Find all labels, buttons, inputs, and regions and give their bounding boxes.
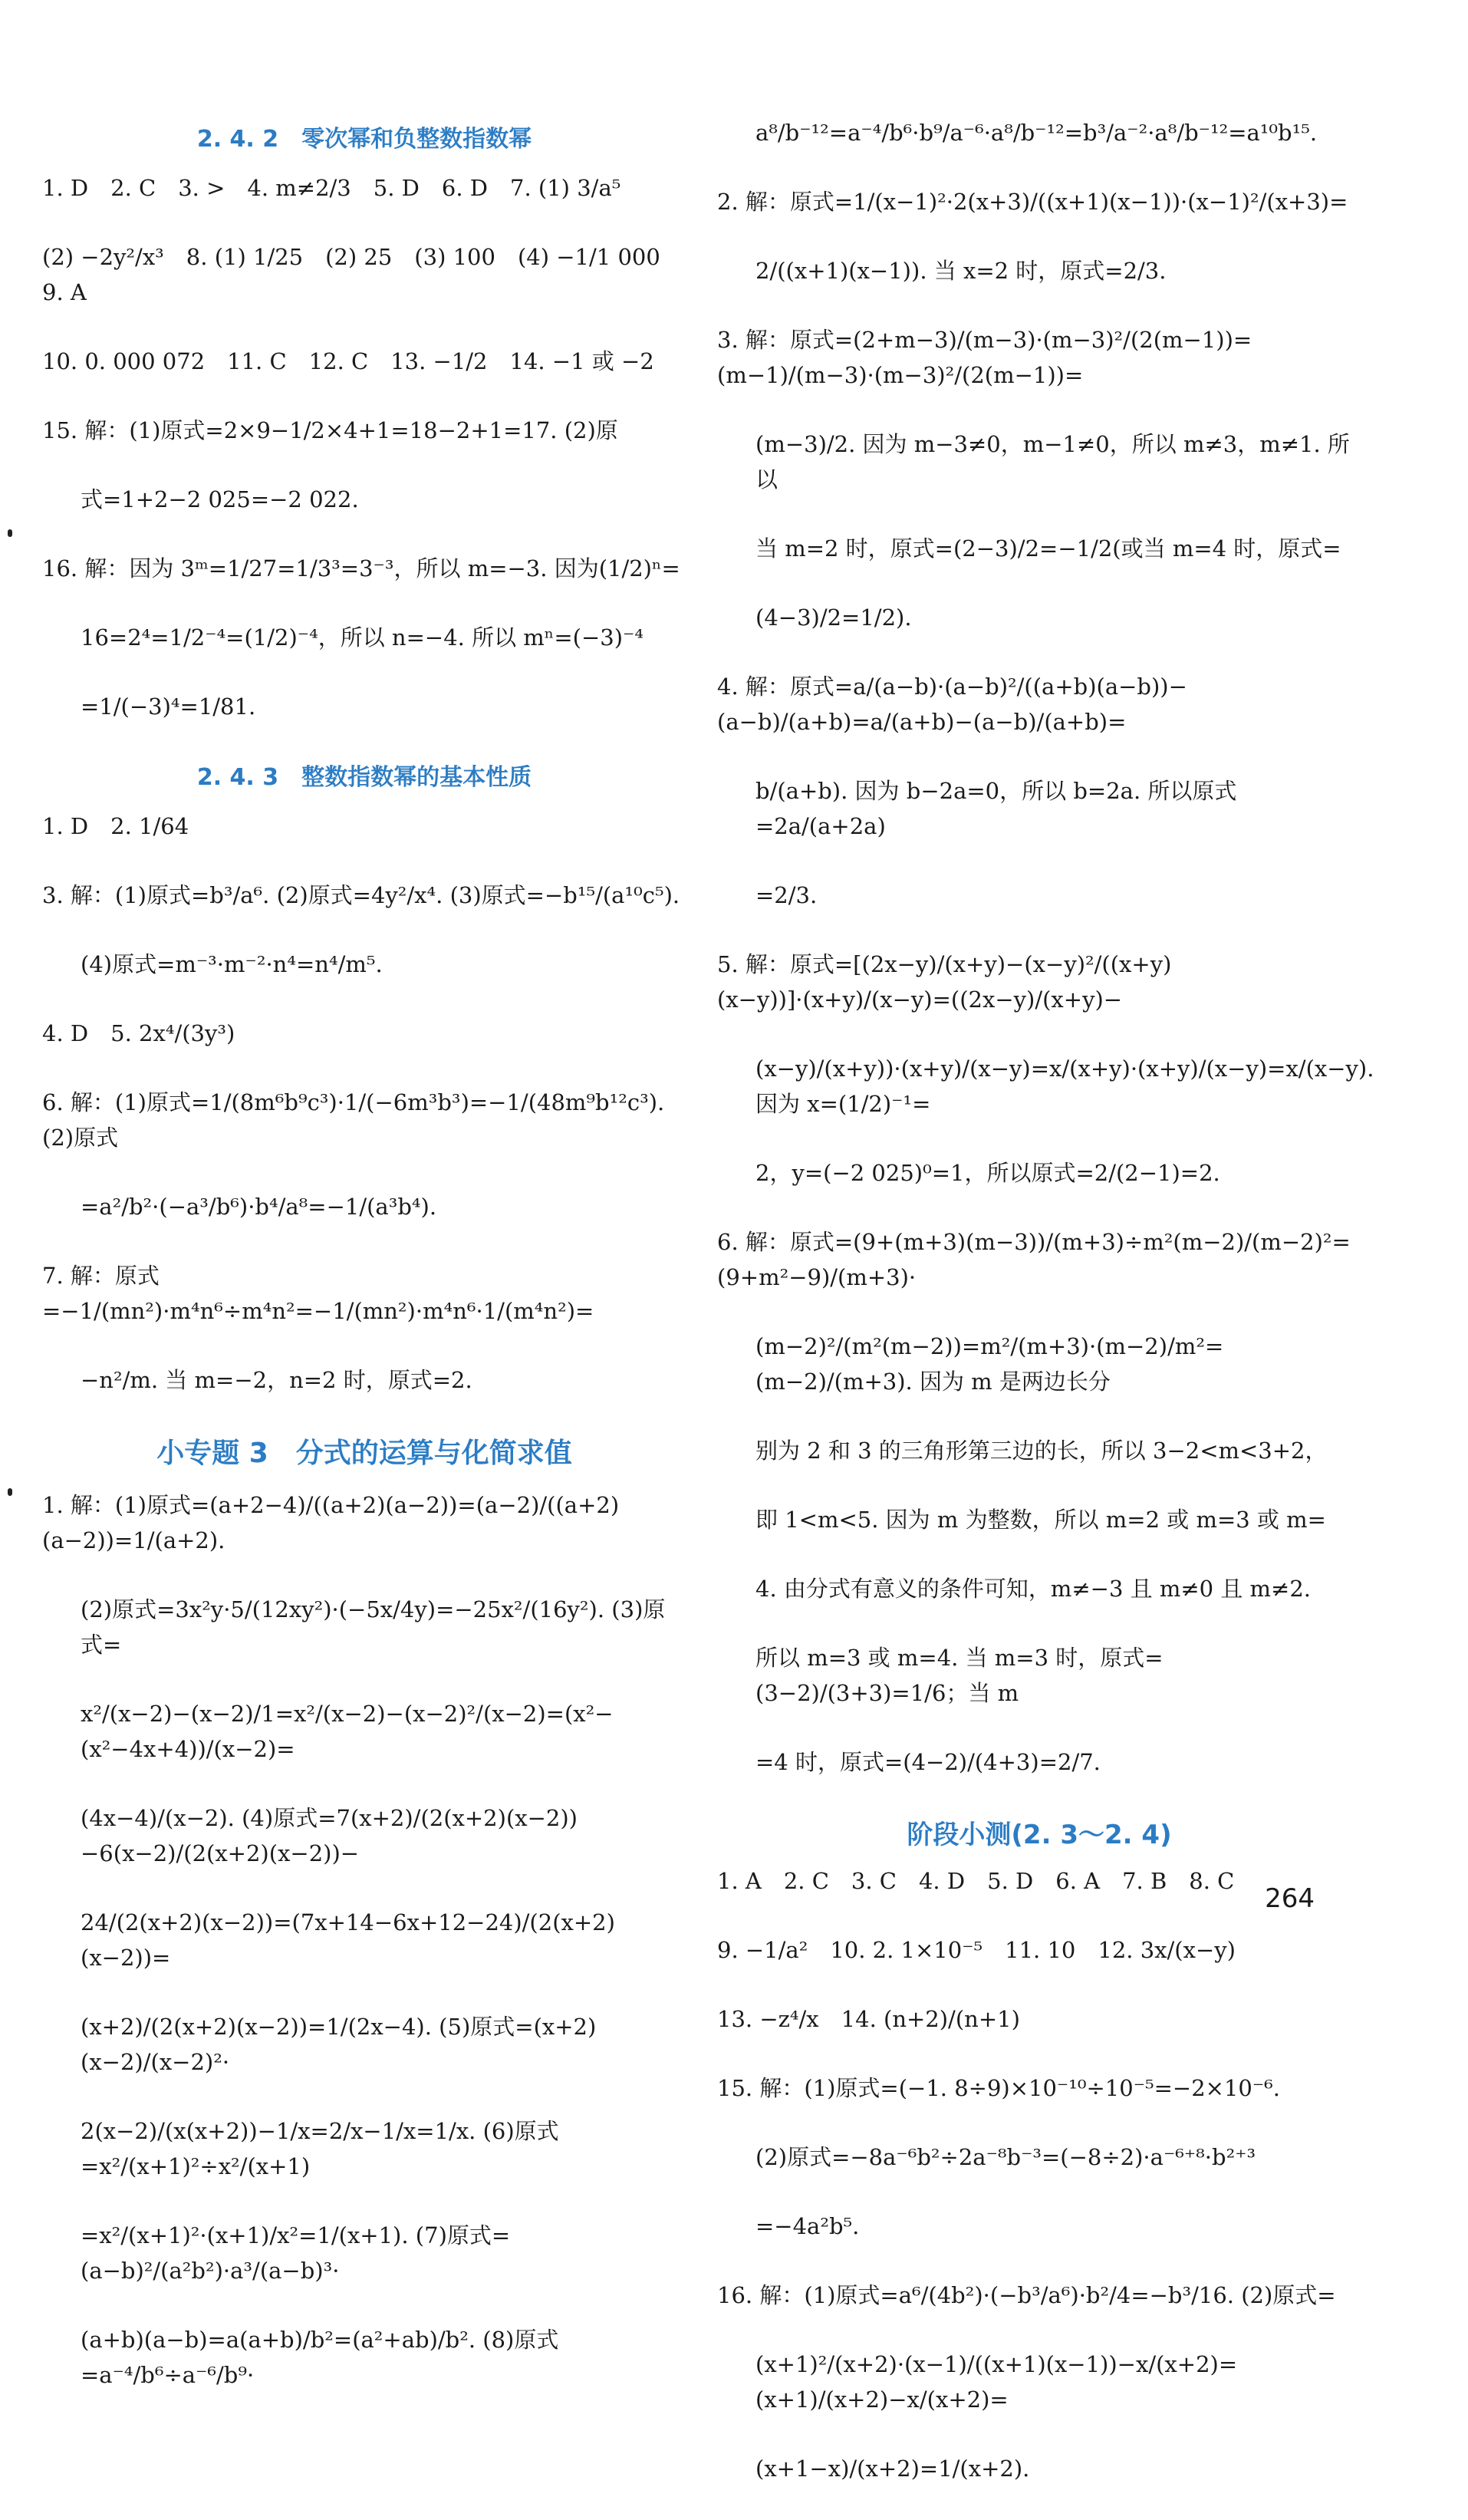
answer-line: =x²/(x+1)²·(x+1)/x²=1/(x+1). (7)原式=(a−b)²/(a²b²)·a³/(a−b)³· bbox=[81, 2222, 511, 2284]
section-title: 2. 4. 2 零次幂和负整数指数幂 bbox=[196, 126, 532, 153]
answer-line: −n²/m. 当 m=−2，n=2 时，原式=2. bbox=[81, 1367, 472, 1393]
answer-line: 4. 由分式有意义的条件可知，m≠−3 且 m≠0 且 m≠2. bbox=[755, 1576, 1312, 1602]
answer-line: 4. D 5. 2x⁴/(3y³) bbox=[42, 1020, 235, 1046]
answer-line: 7. 解：原式=−1/(mn²)·m⁴n⁶÷m⁴n²=−1/(mn²)·m⁴n⁶·1/(m⁴n²)= bbox=[42, 1263, 594, 1324]
section-title: 2. 4. 3 整数指数幂的基本性质 bbox=[196, 764, 532, 791]
answer-line: 1. D 2. C 3. > 4. m≠2/3 5. D 6. D 7. (1) 3/a⁵ bbox=[42, 175, 621, 201]
answer-line: (m−3)/2. 因为 m−3≠0，m−1≠0，所以 m≠3，m≠1. 所以 bbox=[755, 431, 1350, 492]
answer-line: (a+b)(a−b)=a(a+b)/b²=(a²+ab)/b². (8)原式=a⁻⁴/b⁶÷a⁻⁶/b⁹· bbox=[81, 2327, 559, 2388]
answer-line: (4x−4)/(x−2). (4)原式=7(x+2)/(2(x+2)(x−2))−6(x−2)/(2(x+2)(x−2))− bbox=[81, 1805, 578, 1866]
answer-line: (4)原式=m⁻³·m⁻²·n⁴=n⁴/m⁵. bbox=[81, 951, 383, 977]
answer-line: 别为 2 和 3 的三角形第三边的长，所以 3−2<m<3+2， bbox=[755, 1438, 1328, 1464]
answer-line: 9. −1/a² 10. 2. 1×10⁻⁵ 11. 10 12. 3x/(x−y) bbox=[717, 1937, 1236, 1963]
answer-line: a⁸/b⁻¹²=a⁻⁴/b⁶·b⁹/a⁻⁶·a⁸/b⁻¹²=b³/a⁻²·a⁸/b⁻¹²=a¹⁰b¹⁵. bbox=[755, 120, 1318, 146]
stage-test-title: 阶段小测(2. 3～2. 4) bbox=[907, 1820, 1172, 1850]
scan-mark bbox=[8, 1488, 12, 1496]
answer-line: 16. 解：因为 3ᵐ=1/27=1/3³=3⁻³，所以 m=−3. 因为(1/2)ⁿ= bbox=[42, 555, 680, 581]
answer-line: 6. 解：原式=(9+(m+3)(m−3))/(m+3)÷m²(m−2)/(m−2)²=(9+m²−9)/(m+3)· bbox=[717, 1229, 1351, 1290]
page-number: 264 bbox=[1265, 1883, 1315, 1914]
answer-line: (2)原式=−8a⁻⁶b²÷2a⁻⁸b⁻³=(−8÷2)·a⁻⁶⁺⁸·b²⁺³ bbox=[755, 2144, 1256, 2170]
answer-line: 1. A 2. C 3. C 4. D 5. D 6. A 7. B 8. C bbox=[717, 1868, 1235, 1894]
topic-title: 小专题 3 分式的运算与化简求值 bbox=[156, 1438, 572, 1469]
answer-line: 所以 m=3 或 m=4. 当 m=3 时，原式=(3−2)/(3+3)=1/6；当 m bbox=[755, 1645, 1164, 1706]
answer-line: 2/((x+1)(x−1)). 当 x=2 时，原式=2/3. bbox=[755, 258, 1167, 284]
answer-line: b/(a+b). 因为 b−2a=0，所以 b=2a. 所以原式=2a/(a+2a) bbox=[755, 778, 1237, 839]
answer-line: x²/(x−2)−(x−2)/1=x²/(x−2)−(x−2)²/(x−2)=(x²−(x²−4x+4))/(x−2)= bbox=[81, 1701, 614, 1762]
answer-line: (x−y)/(x+y))·(x+y)/(x−y)=x/(x+y)·(x+y)/(x−y)=x/(x−y). 因为 x=(1/2)⁻¹= bbox=[755, 1056, 1374, 1117]
answer-line: 式=1+2−2 025=−2 022. bbox=[81, 486, 359, 512]
answer-line: 6. 解：(1)原式=1/(8m⁶b⁹c³)·1/(−6m³b³)=−1/(48m⁹b¹²c³). (2)原式 bbox=[42, 1089, 665, 1151]
answer-line: 16=2⁴=1/2⁻⁴=(1/2)⁻⁴，所以 n=−4. 所以 mⁿ=(−3)⁻⁴ bbox=[81, 624, 643, 651]
answer-line: 1. D 2. 1/64 bbox=[42, 813, 189, 839]
answer-line: 3. 解：(1)原式=b³/a⁶. (2)原式=4y²/x⁴. (3)原式=−b¹⁵/(a¹⁰c⁵). bbox=[42, 882, 680, 908]
answer-line: (x+1−x)/(x+2)=1/(x+2). bbox=[755, 2456, 1030, 2482]
answer-line: =1/(−3)⁴=1/81. bbox=[81, 693, 256, 720]
answer-line: 4. 解：原式=a/(a−b)·(a−b)²/((a+b)(a−b))−(a−b)/(a+b)=a/(a+b)−(a−b)/(a+b)= bbox=[717, 674, 1187, 735]
answer-line: 当 m=2 时，原式=(2−3)/2=−1/2(或当 m=4 时，原式= bbox=[755, 535, 1341, 562]
right-column bbox=[717, 115, 1374, 2520]
answer-line: 24/(2(x+2)(x−2))=(7x+14−6x+12−24)/(2(x+2)(x−2))= bbox=[81, 1909, 615, 1971]
answer-line: (m−2)²/(m²(m−2))=m²/(m+3)·(m−2)/m²=(m−2)/(m+3). 因为 m 是两边长分 bbox=[755, 1333, 1224, 1395]
answer-line: 5. 解：原式=[(2x−y)/(x+y)−(x−y)²/((x+y)(x−y))]·(x+y)/(x−y)=((2x−y)/(x+y)− bbox=[717, 951, 1172, 1013]
answer-line: (2) −2y²/x³ 8. (1) 1/25 (2) 25 (3) 100 (4) −1/1 000 9. A bbox=[42, 244, 683, 305]
answer-line: =2/3. bbox=[755, 882, 818, 908]
answer-line: (x+1)²/(x+2)·(x−1)/((x+1)(x−1))−x/(x+2)=(x+1)/(x+2)−x/(x+2)= bbox=[755, 2351, 1238, 2413]
answer-line: 2(x−2)/(x(x+2))−1/x=2/x−1/x=1/x. (6)原式=x²/(x+1)²÷x²/(x+1) bbox=[81, 2118, 559, 2179]
answer-line: =a²/b²·(−a³/b⁶)·b⁴/a⁸=−1/(a³b⁴). bbox=[81, 1194, 437, 1220]
answer-line: 15. 解：(1)原式=2×9−1/2×4+1=18−2+1=17. (2)原 bbox=[42, 417, 618, 443]
answer-line: =4 时，原式=(4−2)/(4+3)=2/7. bbox=[755, 1749, 1101, 1775]
answer-line: 10. 0. 000 072 11. C 12. C 13. −1/2 14. −1 或 −2 bbox=[42, 348, 654, 374]
answer-line: (4−3)/2=1/2). bbox=[755, 604, 912, 631]
answer-line: 2. 解：原式=1/(x−1)²·2(x+3)/((x+1)(x−1))·(x−1)²/(x+3)= bbox=[717, 189, 1348, 215]
answer-line: 13. −z⁴/x 14. (n+2)/(n+1) bbox=[717, 2006, 1020, 2032]
answer-line: 15. 解：(1)原式=(−1. 8÷9)×10⁻¹⁰÷10⁻⁵=−2×10⁻⁶. bbox=[717, 2075, 1281, 2101]
answer-line: (x+2)/(2(x+2)(x−2))=1/(2x−4). (5)原式=(x+2)(x−2)/(x−2)²· bbox=[81, 2014, 597, 2075]
answer-line: (2)原式=3x²y·5/(12xy²)·(−5x/4y)=−25x²/(16y²). (3)原式= bbox=[81, 1596, 666, 1658]
answer-line: 3. 解：原式=(2+m−3)/(m−3)·(m−3)²/(2(m−1))=(m−1)/(m−3)·(m−3)²/(2(m−1))= bbox=[717, 327, 1252, 388]
answer-line: 1. 解：(1)原式=(a+2−4)/((a+2)(a−2))=(a−2)/((a+2)(a−2))=1/(a+2). bbox=[42, 1492, 620, 1553]
answer-line: 即 1<m<5. 因为 m 为整数，所以 m=2 或 m=3 或 m= bbox=[755, 1507, 1326, 1533]
answer-line: =−4a²b⁵. bbox=[755, 2213, 860, 2239]
scan-mark bbox=[8, 529, 12, 537]
answer-line: 2，y=(−2 025)⁰=1，所以原式=2/(2−1)=2. bbox=[755, 1160, 1220, 1186]
left-column bbox=[42, 115, 686, 2426]
answer-line: 16. 解：(1)原式=a⁶/(4b²)·(−b³/a⁶)·b²/4=−b³/16. (2)原式= bbox=[717, 2282, 1336, 2308]
